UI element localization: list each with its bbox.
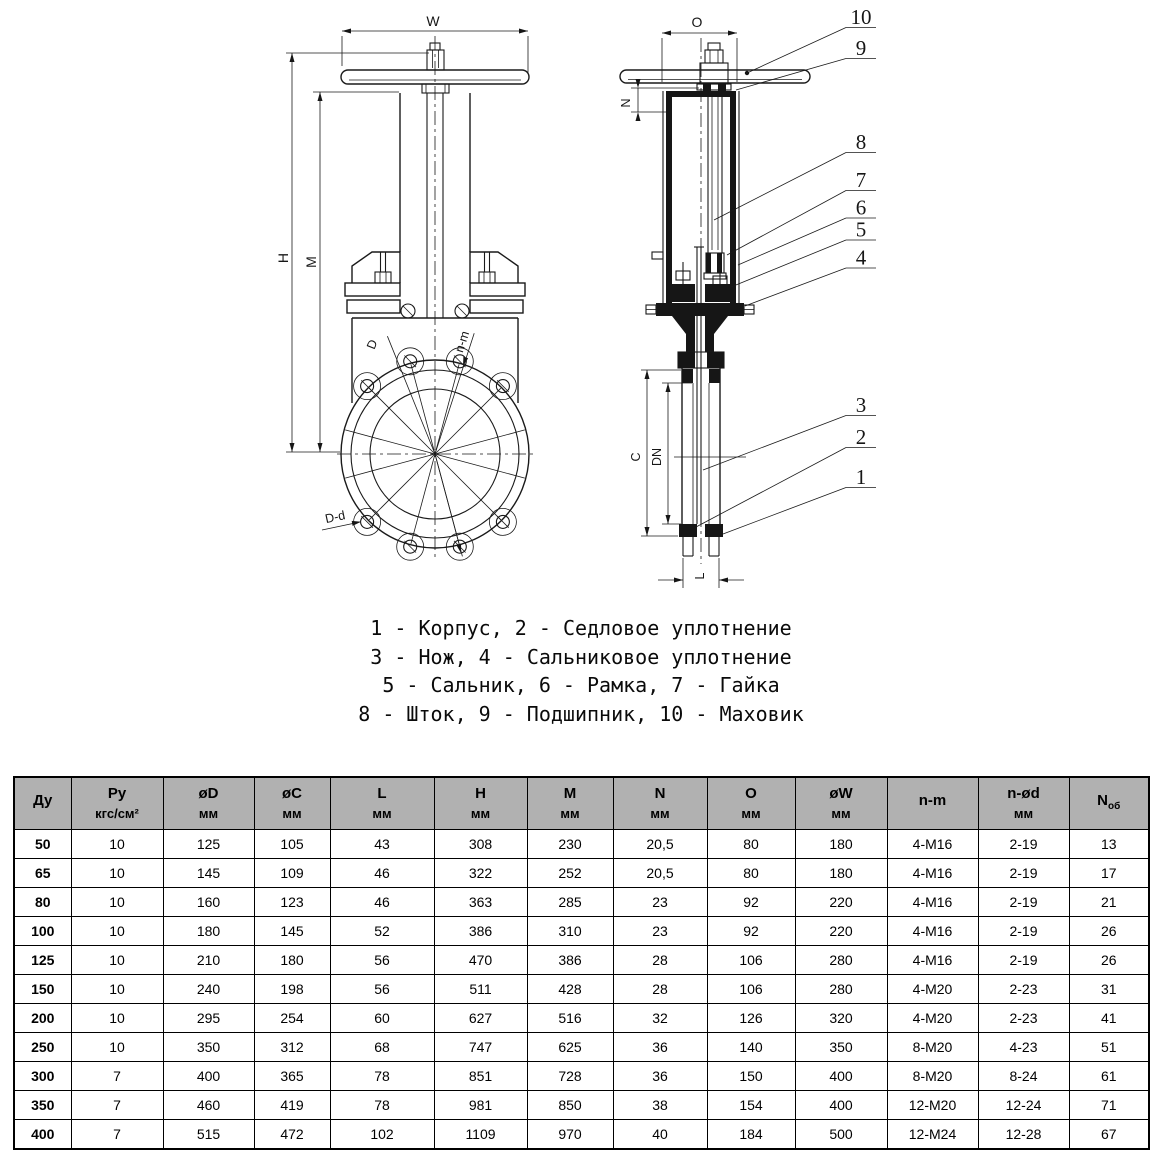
- table-cell: 2-19: [978, 946, 1069, 975]
- table-cell: 308: [434, 830, 527, 859]
- table-cell: 4-M16: [887, 859, 978, 888]
- table-cell: 250: [14, 1033, 71, 1062]
- table-cell: 320: [795, 1004, 887, 1033]
- bolt-spec-label: n-m: [452, 329, 473, 355]
- table-cell: 106: [707, 946, 795, 975]
- table-cell: 2-19: [978, 830, 1069, 859]
- table-cell: 322: [434, 859, 527, 888]
- table-cell: 80: [707, 859, 795, 888]
- table-cell: 200: [14, 1004, 71, 1033]
- dimensions-table: [13, 776, 1150, 1150]
- table-cell: 36: [613, 1062, 707, 1091]
- dim-l-label: L: [693, 572, 707, 580]
- table-cell: 61: [1069, 1062, 1149, 1091]
- table-cell: 17: [1069, 859, 1149, 888]
- table-cell: 123: [254, 888, 330, 917]
- table-cell: 428: [527, 975, 613, 1004]
- table-row: [14, 1004, 1149, 1033]
- table-cell: 52: [330, 917, 434, 946]
- callout-8: 8: [855, 130, 867, 154]
- table-cell: 8-M20: [887, 1062, 978, 1091]
- table-cell: 13: [1069, 830, 1149, 859]
- table-cell: 38: [613, 1091, 707, 1120]
- table-cell: 10: [71, 1004, 163, 1033]
- table-cell: 400: [14, 1120, 71, 1150]
- table-cell: 198: [254, 975, 330, 1004]
- table-cell: 50: [14, 830, 71, 859]
- col-header-n: N мм: [613, 777, 707, 830]
- table-cell: 60: [330, 1004, 434, 1033]
- parts-legend: [0, 614, 1162, 728]
- table-cell: 970: [527, 1120, 613, 1150]
- table-row: [14, 1120, 1149, 1150]
- packing: [670, 284, 695, 302]
- table-row: [14, 1062, 1149, 1091]
- dim-h-label: H: [275, 252, 291, 264]
- table-cell: 460: [163, 1091, 254, 1120]
- table-cell: 850: [527, 1091, 613, 1120]
- table-row: [14, 1091, 1149, 1120]
- table-cell: 240: [163, 975, 254, 1004]
- dim-w-label: W: [426, 13, 440, 29]
- table-cell: 400: [795, 1091, 887, 1120]
- col-header-c: øC мм: [254, 777, 330, 830]
- table-cell: 10: [71, 946, 163, 975]
- table-cell: 472: [254, 1120, 330, 1150]
- table-cell: 10: [71, 888, 163, 917]
- table-cell: 26: [1069, 917, 1149, 946]
- table-cell: 56: [330, 946, 434, 975]
- table-cell: 28: [613, 975, 707, 1004]
- table-cell: 851: [434, 1062, 527, 1091]
- table-cell: 300: [14, 1062, 71, 1091]
- table-cell: 516: [527, 1004, 613, 1033]
- table-cell: 981: [434, 1091, 527, 1120]
- table-cell: 180: [254, 946, 330, 975]
- table-cell: 31: [1069, 975, 1149, 1004]
- table-cell: 20,5: [613, 859, 707, 888]
- table-header: [14, 777, 1149, 830]
- table-cell: 2-19: [978, 888, 1069, 917]
- table-cell: 26: [1069, 946, 1149, 975]
- table-cell: 20,5: [613, 830, 707, 859]
- table-cell: 12-M24: [887, 1120, 978, 1150]
- table-cell: 280: [795, 946, 887, 975]
- table-cell: 12-24: [978, 1091, 1069, 1120]
- table-row: [14, 1033, 1149, 1062]
- table-cell: 1109: [434, 1120, 527, 1150]
- table-cell: 10: [71, 859, 163, 888]
- col-header-m: M мм: [527, 777, 613, 830]
- table-cell: 51: [1069, 1033, 1149, 1062]
- table-cell: 92: [707, 888, 795, 917]
- table-cell: 365: [254, 1062, 330, 1091]
- table-cell: 4-M16: [887, 888, 978, 917]
- col-header-nd: n-ød мм: [978, 777, 1069, 830]
- table-cell: 150: [707, 1062, 795, 1091]
- table-cell: 126: [707, 1004, 795, 1033]
- table-cell: 220: [795, 917, 887, 946]
- col-header-l: L мм: [330, 777, 434, 830]
- table-cell: 46: [330, 859, 434, 888]
- table-cell: 363: [434, 888, 527, 917]
- table-cell: 145: [163, 859, 254, 888]
- callout-4: 4: [855, 245, 867, 270]
- table-cell: 4-M16: [887, 830, 978, 859]
- table-cell: 285: [527, 888, 613, 917]
- callout-1: 1: [855, 465, 867, 489]
- table-cell: 10: [71, 917, 163, 946]
- table-cell: 105: [254, 830, 330, 859]
- table-cell: 4-M20: [887, 1004, 978, 1033]
- table-cell: 32: [613, 1004, 707, 1033]
- flange-diameter-label: D: [364, 337, 381, 352]
- table-cell: 4-M16: [887, 946, 978, 975]
- table-cell: 4-23: [978, 1033, 1069, 1062]
- table-cell: 40: [613, 1120, 707, 1150]
- col-header-nm: n-m: [887, 777, 978, 830]
- table-cell: 12-M20: [887, 1091, 978, 1120]
- legend-line: 8 - Шток, 9 - Подшипник, 10 - Маховик: [358, 701, 804, 726]
- table-cell: 4-M16: [887, 917, 978, 946]
- table-cell: 350: [795, 1033, 887, 1062]
- table-cell: 150: [14, 975, 71, 1004]
- table-cell: 386: [527, 946, 613, 975]
- table-cell: 210: [163, 946, 254, 975]
- col-header-pu: Ру кгс/см²: [71, 777, 163, 830]
- table-cell: 68: [330, 1033, 434, 1062]
- table-cell: 78: [330, 1091, 434, 1120]
- table-cell: 10: [71, 1033, 163, 1062]
- table-cell: 92: [707, 917, 795, 946]
- callout-7: 7: [855, 168, 867, 192]
- bearing: [718, 83, 726, 91]
- callout-3: 3: [855, 393, 867, 417]
- col-header-d: øD мм: [163, 777, 254, 830]
- bolt-circle-label: D-d: [323, 508, 347, 527]
- table-cell: 28: [613, 946, 707, 975]
- table-cell: 400: [163, 1062, 254, 1091]
- col-header-du: Ду: [14, 777, 71, 830]
- table-cell: 8-M20: [887, 1033, 978, 1062]
- dim-m-label: M: [303, 256, 319, 268]
- dim-o-label: O: [691, 14, 703, 30]
- table-cell: 252: [527, 859, 613, 888]
- table-cell: 2-23: [978, 975, 1069, 1004]
- table-cell: 728: [527, 1062, 613, 1091]
- table-cell: 46: [330, 888, 434, 917]
- table-cell: 80: [707, 830, 795, 859]
- callout-6: 6: [855, 195, 867, 220]
- table-cell: 184: [707, 1120, 795, 1150]
- table-cell: 23: [613, 917, 707, 946]
- table-cell: 154: [707, 1091, 795, 1120]
- table-cell: 8-24: [978, 1062, 1069, 1091]
- table-row: [14, 917, 1149, 946]
- col-header-h: H мм: [434, 777, 527, 830]
- table-cell: 41: [1069, 1004, 1149, 1033]
- table-cell: 280: [795, 975, 887, 1004]
- table-cell: 515: [163, 1120, 254, 1150]
- table-cell: 10: [71, 975, 163, 1004]
- table-row: [14, 830, 1149, 859]
- table-cell: 23: [613, 888, 707, 917]
- table-cell: 100: [14, 917, 71, 946]
- handwheel-side: [620, 70, 810, 83]
- table-cell: 419: [254, 1091, 330, 1120]
- table-cell: 65: [14, 859, 71, 888]
- col-header-w: øW мм: [795, 777, 887, 830]
- table-cell: 312: [254, 1033, 330, 1062]
- seat-seal: [679, 524, 697, 537]
- bearing: [703, 83, 711, 91]
- callout-9: 9: [855, 36, 867, 60]
- table-cell: 500: [795, 1120, 887, 1150]
- gland-bolt: [479, 252, 495, 283]
- legend-line: 5 - Сальник, 6 - Рамка, 7 - Гайка: [382, 673, 780, 697]
- table-cell: 625: [527, 1033, 613, 1062]
- body-flange: [656, 303, 744, 316]
- table-cell: 125: [163, 830, 254, 859]
- table-cell: 102: [330, 1120, 434, 1150]
- table-cell: 2-19: [978, 917, 1069, 946]
- front-view: [275, 13, 537, 560]
- table-cell: 7: [71, 1091, 163, 1120]
- table-row: [14, 859, 1149, 888]
- table-row: [14, 975, 1149, 1004]
- table-cell: 7: [71, 1062, 163, 1091]
- table-cell: 78: [330, 1062, 434, 1091]
- table-cell: 350: [163, 1033, 254, 1062]
- table-body: [14, 830, 1149, 1150]
- table-cell: 12-28: [978, 1120, 1069, 1150]
- callout-5: 5: [855, 217, 867, 242]
- table-cell: 386: [434, 917, 527, 946]
- table-cell: 2-23: [978, 1004, 1069, 1033]
- side-view: [619, 14, 810, 588]
- callout-2: 2: [855, 425, 867, 449]
- callout-10: 10: [850, 5, 872, 29]
- table-cell: 145: [254, 917, 330, 946]
- table-cell: 106: [707, 975, 795, 1004]
- col-header-o: O мм: [707, 777, 795, 830]
- table-cell: 627: [434, 1004, 527, 1033]
- gland-bolt: [375, 252, 391, 283]
- table-row: [14, 888, 1149, 917]
- table-cell: 7: [71, 1120, 163, 1150]
- table-cell: 747: [434, 1033, 527, 1062]
- table-cell: 254: [254, 1004, 330, 1033]
- table-cell: 180: [163, 917, 254, 946]
- table-cell: 230: [527, 830, 613, 859]
- table-cell: 511: [434, 975, 527, 1004]
- table-cell: 56: [330, 975, 434, 1004]
- table-cell: 80: [14, 888, 71, 917]
- dim-c-label: C: [629, 452, 643, 462]
- table-cell: 180: [795, 859, 887, 888]
- table-cell: 125: [14, 946, 71, 975]
- table-cell: 400: [795, 1062, 887, 1091]
- seat-seal: [682, 369, 693, 383]
- dim-n-label: N: [619, 98, 633, 108]
- table-row: [14, 946, 1149, 975]
- table-cell: 36: [613, 1033, 707, 1062]
- table-cell: 10: [71, 830, 163, 859]
- table-cell: 295: [163, 1004, 254, 1033]
- table-cell: 220: [795, 888, 887, 917]
- table-cell: 470: [434, 946, 527, 975]
- table-cell: 67: [1069, 1120, 1149, 1150]
- table-cell: 180: [795, 830, 887, 859]
- table-cell: 2-19: [978, 859, 1069, 888]
- table-cell: 21: [1069, 888, 1149, 917]
- table-cell: 43: [330, 830, 434, 859]
- legend-line: 3 - Нож, 4 - Сальниковое уплотнение: [370, 644, 792, 669]
- table-cell: 350: [14, 1091, 71, 1120]
- table-cell: 160: [163, 888, 254, 917]
- table-cell: 109: [254, 859, 330, 888]
- dim-dn-label: DN: [650, 447, 664, 467]
- col-header-nob: $N_{об}$: [1069, 777, 1149, 830]
- table-cell: 4-M20: [887, 975, 978, 1004]
- table-cell: 71: [1069, 1091, 1149, 1120]
- table-cell: 310: [527, 917, 613, 946]
- table-cell: 140: [707, 1033, 795, 1062]
- legend-line: 1 - Корпус, 2 - Седловое уплотнение: [370, 616, 792, 640]
